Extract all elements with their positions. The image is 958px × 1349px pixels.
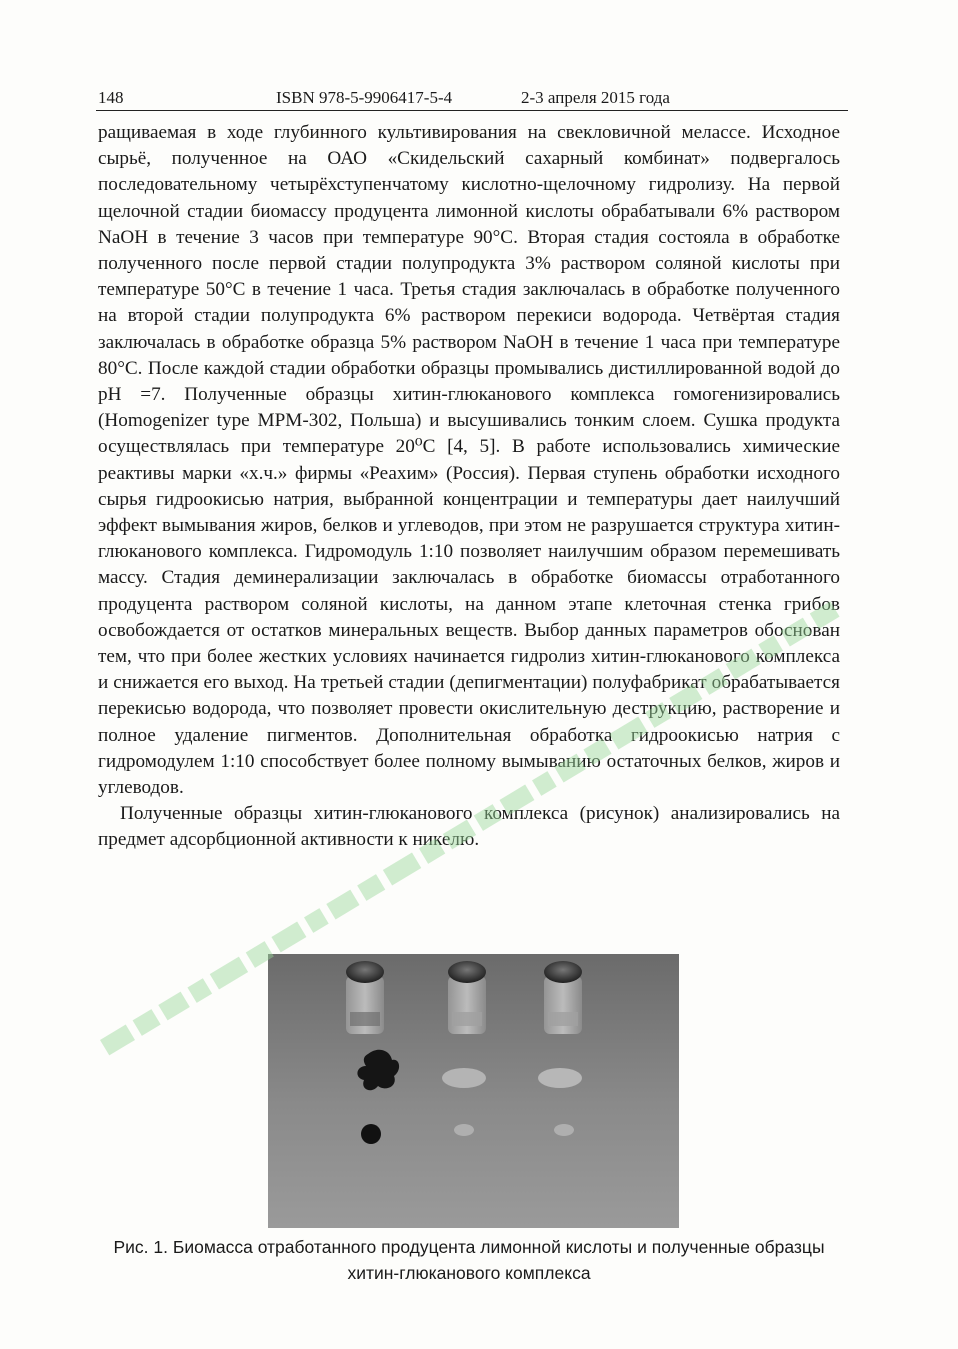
header-rule	[96, 110, 848, 111]
vial-1	[346, 961, 384, 1034]
biomass-sample	[357, 1050, 399, 1091]
paragraph-2: Полученные образцы хитин-глюканового комплекса (рисунок) анализировались на предмет адсорбционной активности к никелю.	[98, 803, 840, 851]
figure-photo	[268, 954, 679, 1228]
biomass-sample-small	[361, 1124, 381, 1144]
running-header	[96, 86, 848, 110]
vial-3	[544, 961, 582, 1034]
isbn: ISBN 978-5-9906417-5-4	[276, 88, 453, 107]
body-text	[98, 120, 840, 854]
page-number: 148	[98, 88, 124, 107]
vial-2	[448, 961, 486, 1034]
sample-photo-illustration	[268, 954, 679, 1228]
paragraph-1: ращиваемая в ходе глубинного культивирования на свекловичной мелассе. Исходное сырьё, полученное на ОАО «Скидельский сахарный комбинат» подвергалось последовательному четырёхступенчатому кислотно-щелочному гидролизу. На первой щелочной стадии биомассу продуцента лимонной кислоты обрабатывали 6% раствором NaOH в течение 3 часов при температуре 90°С. Вторая стадия состояла в обработке полученного после первой стадии полупродукта 3% раствором соляной кислоты при температуре 50°С в течение 1 часа. Третья стадия заключалась в обработке полученного на второй стадии полупродукта 6% раствором перекиси водорода. Четвёртая стадия заключалась в обработке образца 5% раствором NaOH в течение 1 часа при температуре 80°С. После каждой стадии обработки образцы промывались дистиллированной водой до pH =7. Полученные образцы хитин-глюканового комплекса гомогенизировались (Homogenizer type MPM-302, Польша) и высушивались тонким слоем. Сушка продукта осуществлялась при температуре 20⁰С [4, 5]. В работе использовались химические реактивы марки «х.ч.» фирмы «Реахим» (Россия). Первая ступень обработки исходного сырья гидроокисью натрия, выбранной концентрации и температуры дает наилучший эффект вымывания жиров, белков и углеводов, при этом не разрушается структура хитин-глюканового комплекса. Гидромодуль 1:10 позволяет наилучшим образом перемешивать массу. Стадия деминерализации заключалась в обработке биомассы отработанного продуцента раствором соляной кислоты, на данном этапе клеточная стенка грибов освобождается от остатков минеральных веществ. Выбор данных параметров обоснован тем, что при более жестких условиях начинается гидролиз хитин-глюканового комплекса и снижается его выход. На третьей стадии (депигментации) полуфабрикат обрабатывается перекисью водорода, что позволяет провести окислительную деструкцию, растворение и полное удаление пигментов. Дополнительная обработка гидроокисью натрия с гидромодулем 1:10 способствует более полному вымыванию остаточных белков, жиров и углеводов.	[98, 122, 840, 799]
conference-date: 2-3 апреля 2015 года	[521, 88, 670, 107]
figure-caption: Рис. 1. Биомасса отработанного продуцента лимонной кислоты и полученные образцы хитин-глюканового комплекса	[113, 1237, 825, 1283]
